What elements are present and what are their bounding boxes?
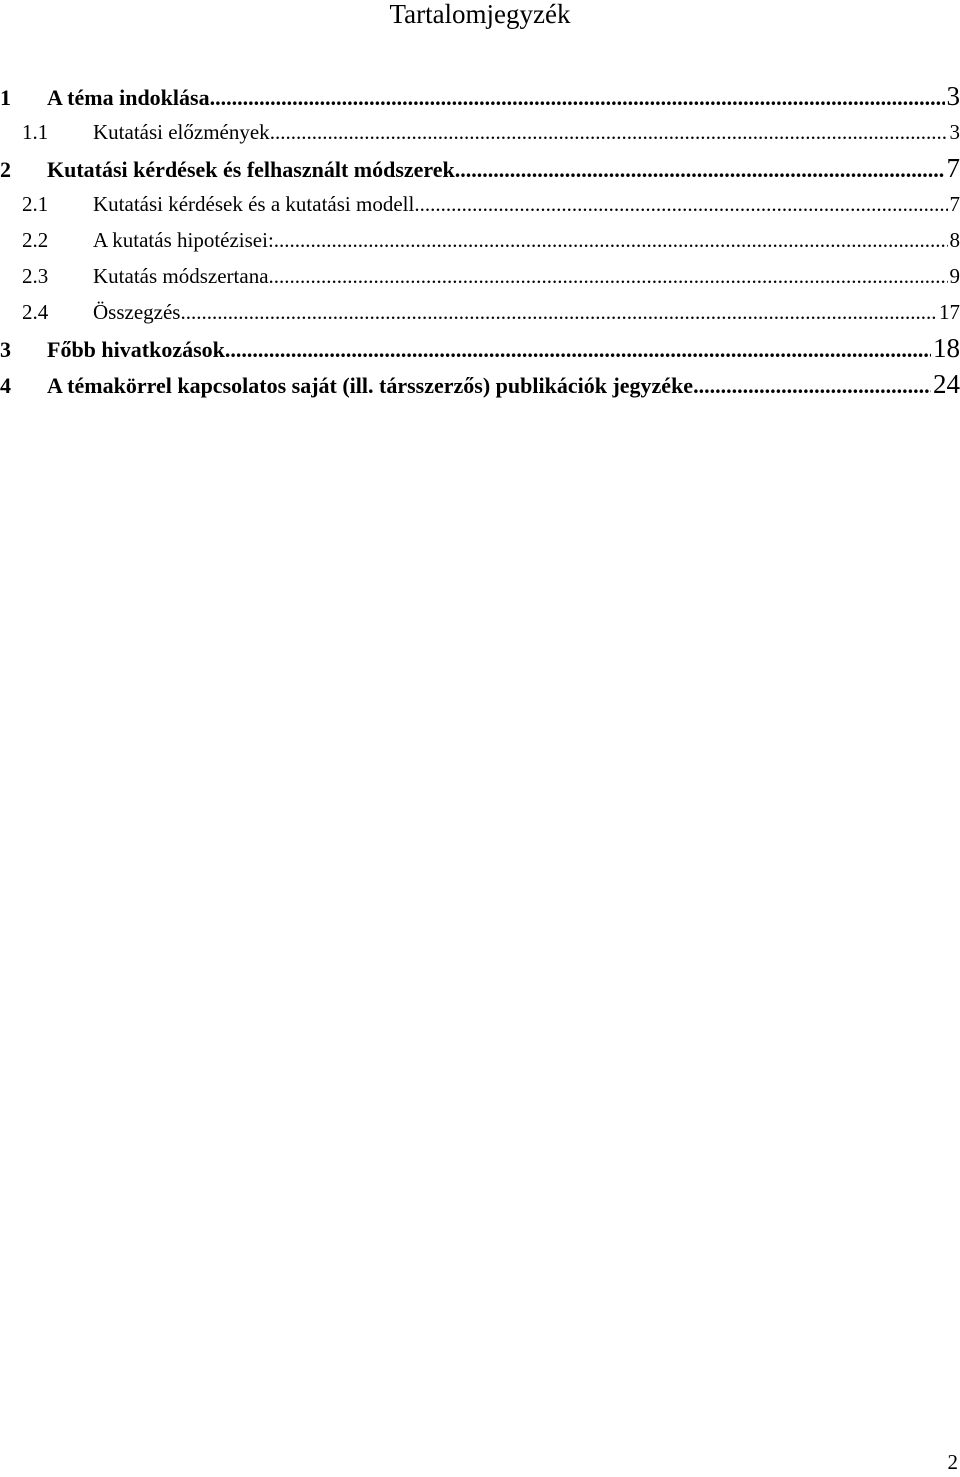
toc-entry-text: A témakörrel kapcsolatos saját (ill. társszerzős) publikációk jegyzéke xyxy=(47,373,694,398)
toc-entry-text: A kutatás hipotézisei: xyxy=(93,228,274,252)
toc-dot-leader xyxy=(269,258,948,294)
toc-entry-chapter-4[interactable] xyxy=(0,366,960,402)
toc-entry-text: Főbb hivatkozások xyxy=(47,337,225,362)
toc-dot-leader xyxy=(210,80,945,114)
toc-entry-section-2-3[interactable] xyxy=(0,258,960,294)
toc-entry-number: 2 xyxy=(0,157,11,182)
toc-entry-section-2-1[interactable] xyxy=(0,186,960,222)
toc-entry-number: 2.2 xyxy=(22,228,49,252)
toc-entry-number: 2.3 xyxy=(22,264,49,288)
toc-entry-text: Kutatási kérdések és felhasznált módszerek xyxy=(47,157,455,182)
toc-entry-text: Összegzés xyxy=(93,300,181,324)
toc-dot-leader xyxy=(270,114,948,150)
toc-entry-number: 1.1 xyxy=(22,120,49,144)
toc-entry-section-2-2[interactable] xyxy=(0,222,960,258)
toc-entry-section-1-1[interactable] xyxy=(0,114,960,150)
toc-entry-number: 3 xyxy=(0,337,11,362)
toc-entry-number: 1 xyxy=(0,85,11,110)
toc-dot-leader xyxy=(180,294,937,330)
toc-entry-page: 3 xyxy=(946,81,960,111)
toc-dot-leader xyxy=(455,152,945,186)
toc-entry-text: Kutatás módszertana xyxy=(93,264,269,288)
toc-entry-text: A téma indoklása xyxy=(47,85,210,110)
toc-entry-text: Kutatási kérdések és a kutatási modell xyxy=(93,192,415,216)
toc-entry-page: 7 xyxy=(946,153,960,183)
page-number: 2 xyxy=(947,1450,958,1474)
toc-entry-page: 3 xyxy=(949,120,960,144)
toc-entry-page: 17 xyxy=(939,300,960,324)
toc-entry-number: 4 xyxy=(0,373,11,398)
toc-entry-chapter-3[interactable] xyxy=(0,330,960,366)
toc-entry-page: 8 xyxy=(949,228,960,252)
toc-entry-number: 2.1 xyxy=(22,192,49,216)
toc-entry-chapter-2[interactable] xyxy=(0,150,960,186)
toc-entry-page: 18 xyxy=(933,333,960,363)
toc-dot-leader xyxy=(274,222,948,258)
toc-entry-chapter-1[interactable] xyxy=(0,78,960,114)
toc-entry-page: 7 xyxy=(949,192,960,216)
toc-title: Tartalomjegyzék xyxy=(389,0,571,29)
toc-dot-leader xyxy=(225,332,931,366)
toc-dot-leader xyxy=(693,368,931,402)
toc-entry-page: 24 xyxy=(933,369,960,399)
toc-entry-number: 2.4 xyxy=(22,300,49,324)
toc-entry-text: Kutatási előzmények xyxy=(93,120,270,144)
toc-entry-section-2-4[interactable] xyxy=(0,294,960,330)
toc-entry-page: 9 xyxy=(949,264,960,288)
table-of-contents xyxy=(0,78,960,402)
toc-dot-leader xyxy=(414,186,947,222)
